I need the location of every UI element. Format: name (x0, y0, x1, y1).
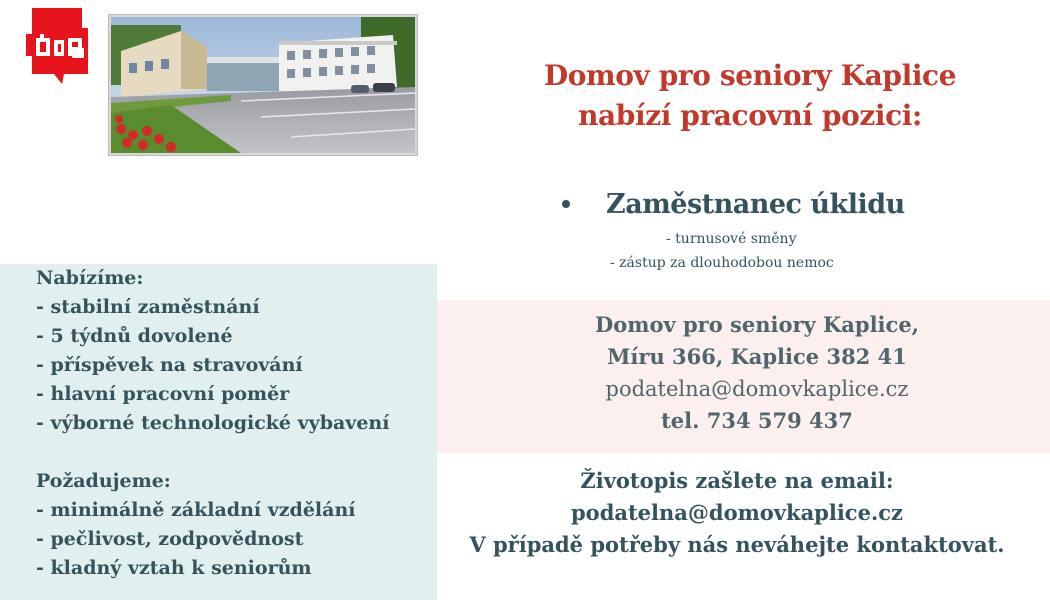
cv-line: V případě potřeby nás neváhejte kontaktovat. (469, 532, 1005, 557)
headline-line-1: Domov pro seniory Kaplice (543, 59, 957, 92)
contact-email[interactable]: podatelna@domovkaplice.cz (605, 377, 909, 401)
bullet-icon (562, 200, 570, 208)
list-item: - příspěvek na stravování (36, 354, 303, 376)
offers-list (36, 264, 389, 438)
contact-address: Míru 366, Kaplice 382 41 (607, 344, 907, 369)
cv-email[interactable]: podatelna@domovkaplice.cz (571, 500, 903, 525)
contact-name: Domov pro seniory Kaplice, (595, 312, 919, 337)
contact-block (437, 309, 1050, 437)
position-detail: - turnusové směny (666, 231, 797, 247)
contact-phone[interactable]: tel. 734 579 437 (661, 408, 853, 433)
headline-line-2: nabízí pracovní pozici: (578, 99, 922, 132)
cv-line: Životopis zašlete na email: (580, 468, 894, 493)
requirements-list (36, 467, 356, 583)
requirements-heading: Požadujeme: (36, 470, 171, 492)
list-item: - pečlivost, zodpovědnost (36, 528, 304, 550)
dps-logo-icon (24, 4, 94, 88)
position-detail: - zástup za dlouhodobou nemoc (610, 255, 834, 271)
list-item: - 5 týdnů dovolené (36, 325, 233, 347)
list-item: - výborné technologické vybavení (36, 412, 390, 434)
list-item: - stabilní zaměstnání (36, 296, 260, 318)
list-item: - hlavní pracovní poměr (36, 383, 290, 405)
position-title: Zaměstnanec úklidu (606, 188, 905, 220)
headline (440, 56, 1050, 136)
position-row (562, 186, 905, 222)
cv-block (437, 465, 1037, 561)
list-item: - kladný vztah k seniorům (36, 557, 312, 579)
list-item: - minimálně základní vzdělání (36, 499, 356, 521)
building-photo (109, 15, 417, 155)
offers-heading: Nabízíme: (36, 267, 144, 289)
